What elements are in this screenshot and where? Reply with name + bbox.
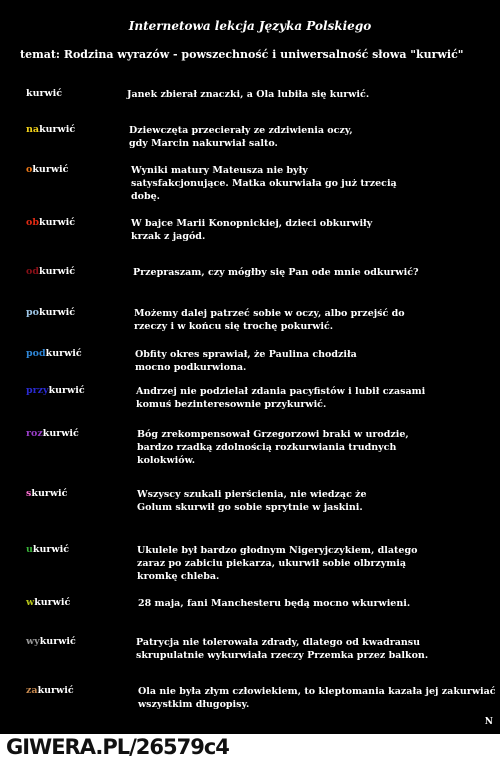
example-sentence: Wszyscy szukali pierścienia, nie wiedząc że Golum skurwił go sobie sprytnie w jaskini. [137, 489, 367, 513]
example-sentence: Przepraszam, czy mógłby się Pan ode mnie odkurwić? [133, 267, 419, 278]
derived-word [26, 597, 70, 608]
word-stem: kurwić [32, 544, 69, 555]
derived-word [26, 544, 69, 555]
example-sentence: Andrzej nie podzielał zdania pacyfistów i lubił czasami komuś bezinteresownie przykurwić. [136, 386, 426, 410]
word-prefix: u [26, 544, 33, 555]
example-sentence: Dziewczęta przecierały ze zdziwienia oczy, gdy Marcin nakurwiał salto. [129, 125, 353, 149]
watermark-bar [0, 734, 500, 764]
word-stem: kurwić [39, 636, 76, 647]
word-stem: kurwić [45, 348, 82, 359]
lesson-topic: temat: Rodzina wyrazów - powszechność i uniwersalność słowa "kurwić" [20, 48, 464, 61]
word-prefix: pod [26, 348, 46, 359]
derived-word [26, 428, 79, 439]
word-prefix: s [26, 488, 32, 499]
word-stem: kurwić [48, 385, 85, 396]
word-prefix: od [26, 266, 39, 277]
example-sentence: Janek zbierał znaczki, a Ola lubiła się kurwić. [127, 89, 370, 100]
derived-word [26, 488, 67, 499]
word-prefix: po [26, 307, 39, 318]
word-prefix: o [26, 164, 33, 175]
derived-word [26, 164, 68, 175]
word-stem: kurwić [39, 124, 76, 135]
word-prefix: przy [26, 385, 49, 396]
word-stem: kurwić [37, 685, 74, 696]
word-stem: kurwić [34, 597, 71, 608]
derived-word [26, 88, 62, 99]
word-stem: kurwić [32, 164, 69, 175]
watermark-text: GIWERA.PL/26579c4 [6, 735, 229, 759]
word-stem: kurwić [31, 488, 68, 499]
example-sentence: Możemy dalej patrzeć sobie w oczy, albo przejść do rzeczy i w końcu się trochę pokurwić. [134, 308, 405, 332]
derived-word [26, 307, 75, 318]
example-sentence: Patrycja nie tolerowała zdrady, dlatego od kwadransu skrupulatnie wykurwiała rzeczy Przemka przez balkon. [136, 637, 429, 661]
derived-word [26, 636, 76, 647]
example-sentence: Ola nie była złym człowiekiem, to kleptomania kazała jej zakurwiać wszystkim długopisy. [138, 686, 496, 710]
corner-mark: N [484, 717, 493, 727]
word-prefix: roz [26, 428, 43, 439]
example-sentence: Wyniki matury Mateusza nie były satysfakcjonujące. Matka okurwiała go już trzecią dobę. [131, 165, 397, 202]
word-prefix: ob [26, 217, 39, 228]
word-prefix: wy [26, 636, 40, 647]
derived-word [26, 348, 82, 359]
lesson-title: Internetowa lekcja Języka Polskiego [128, 19, 372, 33]
word-stem: kurwić [38, 307, 76, 318]
derived-word [26, 685, 74, 696]
word-prefix: w [26, 597, 35, 608]
word-prefix: na [26, 124, 40, 135]
word-stem: kurwić [38, 217, 76, 228]
word-stem: kurwić [38, 266, 76, 277]
word-stem: kurwić [42, 428, 79, 439]
derived-word [26, 385, 85, 396]
word-stem: kurwić [26, 88, 63, 99]
example-sentence: Obfity okres sprawiał, że Paulina chodziła mocno podkurwiona. [135, 349, 357, 373]
example-sentence: W bajce Marii Konopnickiej, dzieci obkurwiły krzak z jagód. [131, 218, 373, 242]
derived-word [26, 124, 75, 135]
example-sentence: 28 maja, fani Manchesteru będą mocno wkurwieni. [138, 598, 411, 609]
example-sentence: Bóg zrekompensował Grzegorzowi braki w urodzie, bardzo rzadką zdolnością rozkurwiania trudnych kolokwiów. [137, 429, 409, 466]
derived-word [26, 266, 75, 277]
word-prefix: za [26, 685, 38, 696]
example-sentence: Ukulele był bardzo głodnym Nigeryjczykiem, dlatego zaraz po zabiciu piekarza, ukurwił sobie olbrzymią kromkę chleba. [137, 545, 418, 582]
derived-word [26, 217, 75, 228]
